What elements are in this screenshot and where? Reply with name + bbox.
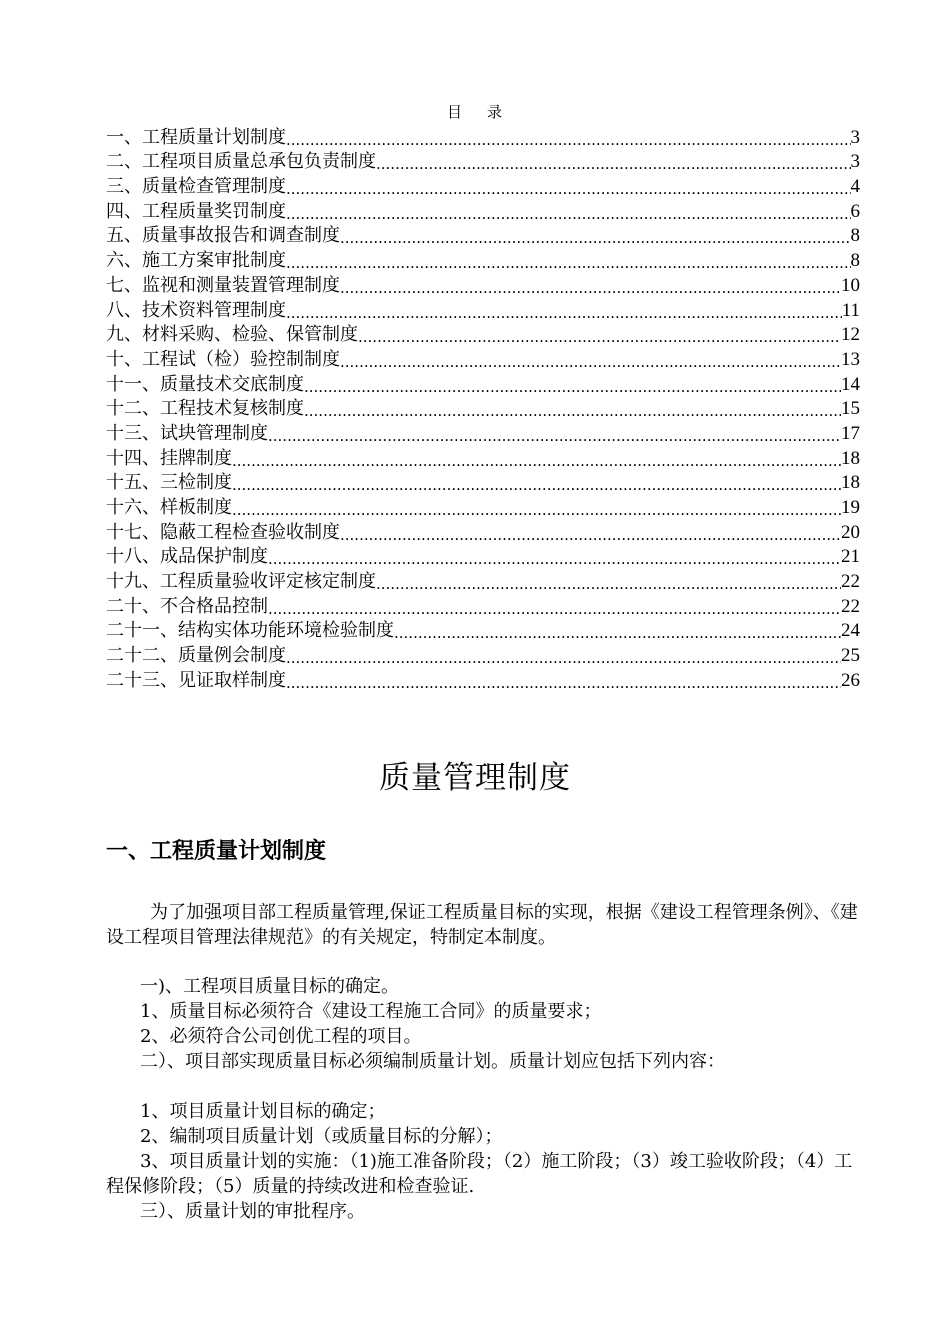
toc-entry-page: 15 <box>841 398 860 420</box>
toc-entry-label: 六、施工方案审批制度 <box>106 250 286 272</box>
toc-entry[interactable] <box>106 322 860 347</box>
toc-entry[interactable] <box>106 519 860 544</box>
section-heading: 一、工程质量计划制度 <box>106 839 327 864</box>
toc-entry-page: 8 <box>850 225 860 247</box>
toc-entry-page: 17 <box>841 422 860 444</box>
toc-entry-page: 20 <box>841 521 860 543</box>
toc-leader-dots <box>232 501 841 519</box>
toc-leader-dots <box>340 526 841 544</box>
toc-entry[interactable] <box>106 198 860 223</box>
paragraph-item: 一)、工程项目质量目标的确定。 <box>140 976 400 997</box>
toc-entry-page: 3 <box>850 126 860 148</box>
toc-title-char-2: 录 <box>487 103 504 121</box>
toc-entry-label: 十二、工程技术复核制度 <box>106 398 304 420</box>
toc-entry-label: 八、技术资料管理制度 <box>106 299 286 321</box>
toc-entry[interactable] <box>106 544 860 569</box>
toc-entry-label: 十六、样板制度 <box>106 497 232 518</box>
toc-leader-dots <box>286 304 842 322</box>
toc-entry[interactable] <box>106 494 860 519</box>
toc-entry-page: 24 <box>841 620 860 642</box>
toc-entry[interactable] <box>106 445 860 470</box>
toc-entry-label: 四、工程质量奖罚制度 <box>106 200 286 222</box>
toc-entry-label: 十九、工程质量验收评定核定制度 <box>106 571 376 593</box>
toc-entry[interactable] <box>106 297 860 322</box>
toc-entry-label: 二十三、见证取样制度 <box>106 669 286 691</box>
toc-entry-label: 九、材料采购、检验、保管制度 <box>106 324 358 346</box>
toc-entry-label: 五、质量事故报告和调查制度 <box>106 225 340 247</box>
paragraph-item: 2、必须符合公司创优工程的项目。 <box>140 1026 422 1047</box>
toc-leader-dots <box>268 600 841 618</box>
toc-entry[interactable] <box>106 247 860 272</box>
toc-entry-label: 二十二、质量例会制度 <box>106 645 286 667</box>
toc-entry-page: 11 <box>841 299 860 321</box>
toc-leader-dots <box>358 328 841 346</box>
toc-leader-dots <box>376 575 841 593</box>
toc-entry-label: 十八、成品保护制度 <box>106 546 268 568</box>
paragraph-item: 三）、质量计划的审批程序。 <box>140 1201 365 1222</box>
toc-entry-page: 10 <box>841 274 860 296</box>
toc-title-char-1: 目 <box>446 103 463 121</box>
intro-paragraph: 为了加强项目部工程质量管理,保证工程质量目标的实现，根据《建设工程管理条例》、《建设工程项目管理法律规范》的有关规定，特制定本制度。 <box>106 902 858 948</box>
table-of-contents <box>106 124 860 692</box>
toc-leader-dots <box>340 229 851 247</box>
toc-entry[interactable] <box>106 173 860 198</box>
toc-leader-dots <box>286 205 851 223</box>
toc-entry-label: 十一、质量技术交底制度 <box>106 373 304 395</box>
paragraph-item: 3、项目质量计划的实施：（1)施工准备阶段；（2）施工阶段；（3）竣工验收阶段；（4）工程保修阶段；（5）质量的持续改进和检查验证. <box>106 1151 853 1197</box>
paragraph-item: 1、质量目标必须符合《建设工程施工合同》的质量要求； <box>140 1001 602 1022</box>
toc-entry-page: 6 <box>850 200 860 222</box>
toc-entry[interactable] <box>106 396 860 421</box>
toc-leader-dots <box>286 649 841 667</box>
toc-entry[interactable] <box>106 149 860 174</box>
toc-leader-dots <box>340 279 841 297</box>
toc-leader-dots <box>340 353 841 371</box>
toc-leader-dots <box>232 476 841 494</box>
toc-entry[interactable] <box>106 568 860 593</box>
toc-entry[interactable] <box>106 371 860 396</box>
toc-leader-dots <box>304 402 841 420</box>
toc-entry-page: 14 <box>841 373 860 395</box>
toc-leader-dots <box>376 155 851 173</box>
toc-entry-label: 十七、隐蔽工程检查验收制度 <box>106 521 340 543</box>
toc-entry-page: 22 <box>841 595 860 617</box>
toc-entry[interactable] <box>106 272 860 297</box>
toc-entry-label: 二、工程项目质量总承包负责制度 <box>106 151 376 173</box>
toc-leader-dots <box>394 624 841 642</box>
toc-entry-page: 21 <box>841 546 860 568</box>
document-title: 质量管理制度 <box>379 760 571 796</box>
toc-entry-page: 25 <box>841 645 860 667</box>
toc-entry[interactable] <box>106 470 860 495</box>
toc-entry-page: 3 <box>850 151 860 173</box>
toc-entry-page: 13 <box>841 348 860 370</box>
toc-entry-page: 18 <box>841 447 860 469</box>
toc-entry[interactable] <box>106 346 860 371</box>
toc-entry[interactable] <box>106 642 860 667</box>
toc-entry-label: 一、工程质量计划制度 <box>106 126 286 148</box>
toc-entry[interactable] <box>106 618 860 643</box>
toc-title <box>0 101 950 122</box>
toc-leader-dots <box>304 378 841 396</box>
toc-leader-dots <box>268 427 841 445</box>
toc-leader-dots <box>286 131 851 149</box>
toc-entry-label: 七、监视和测量装置管理制度 <box>106 274 340 296</box>
toc-entry[interactable] <box>106 667 860 692</box>
toc-entry-label: 十、工程试（检）验控制制度 <box>106 348 340 370</box>
toc-leader-dots <box>268 550 841 568</box>
toc-entry-label: 十三、试块管理制度 <box>106 422 268 444</box>
toc-entry-page: 18 <box>841 472 860 494</box>
toc-entry-label: 二十一、结构实体功能环境检验制度 <box>106 620 394 642</box>
toc-entry-page: 26 <box>841 669 860 691</box>
toc-entry-label: 二十、不合格品控制 <box>106 595 268 617</box>
toc-entry-page: 19 <box>841 497 860 518</box>
toc-entry-label: 十四、挂牌制度 <box>106 447 232 469</box>
toc-entry-label: 三、质量检查管理制度 <box>106 176 286 198</box>
toc-entry[interactable] <box>106 420 860 445</box>
toc-entry-page: 12 <box>841 324 860 346</box>
toc-entry[interactable] <box>106 223 860 248</box>
paragraph-item: 二）、项目部实现质量目标必须编制质量计划。质量计划应包括下列内容： <box>140 1051 725 1072</box>
toc-entry-page: 8 <box>850 250 860 272</box>
paragraph-item: 1、项目质量计划目标的确定； <box>140 1101 386 1122</box>
toc-leader-dots <box>286 254 851 272</box>
toc-leader-dots <box>232 452 841 470</box>
paragraph-item: 2、编制项目质量计划（或质量目标的分解）； <box>140 1126 503 1147</box>
toc-leader-dots <box>286 674 841 692</box>
toc-entry-page: 22 <box>841 571 860 593</box>
toc-entry-page: 4 <box>850 176 860 198</box>
toc-leader-dots <box>286 180 851 198</box>
toc-entry[interactable] <box>106 124 860 149</box>
toc-entry[interactable] <box>106 593 860 618</box>
toc-entry-label: 十五、三检制度 <box>106 472 232 494</box>
